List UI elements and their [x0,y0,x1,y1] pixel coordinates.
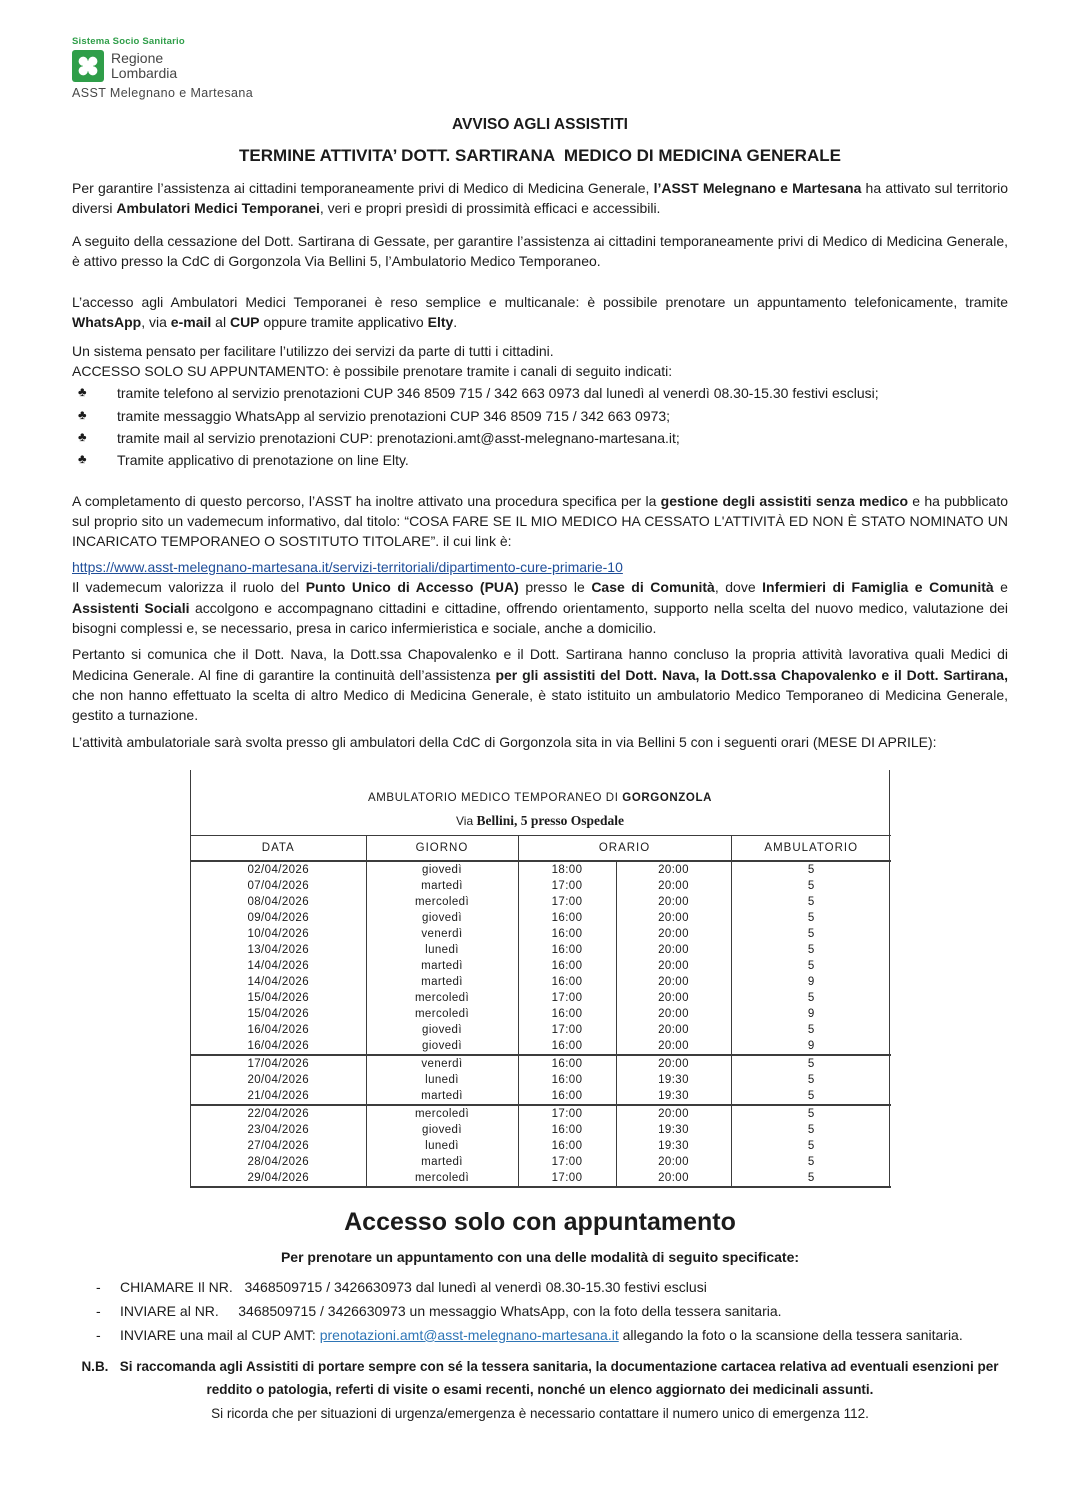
booking-channels-list [72,383,1008,470]
table-row: 27/04/2026 lunedì 16:00 19:30 5 [191,1138,891,1154]
paragraph-sistema: Un sistema pensato per facilitare l’utilizzo dei servizi da parte di tutti i cittadini. [72,342,554,359]
table-row: 17/04/2026 venerdì 16:00 20:00 5 [191,1055,891,1072]
table-row: 13/04/2026 lunedì 16:00 20:00 5 [191,942,891,958]
dash-bullet: - [96,1326,101,1343]
booking-instructions-list [72,1277,1008,1346]
table-row: 15/04/2026 mercoledì 17:00 20:00 5 [191,990,891,1006]
club-bullet-icon: ♣ [78,406,87,422]
table-row: 22/04/2026 mercoledì 17:00 20:00 5 [191,1105,891,1122]
emergency-note: Si ricorda che per situazioni di urgenza/emergenza è necessario contattare il numero unico di emergenza 112. [211,1405,869,1421]
list-item-label: CHIAMARE Il NR. 3468509715 / 3426630973 dal lunedì al venerdì 08.30-15.30 festivi esclusi [120,1279,707,1296]
column-header-ambulatorio: AMBULATORIO [731,835,891,861]
table-row: 16/04/2026 giovedì 16:00 20:00 9 [191,1038,891,1055]
column-header-data: DATA [261,842,295,855]
table-row: 08/04/2026 mercoledì 17:00 20:00 5 [191,894,891,910]
table-row: 09/04/2026 giovedì 16:00 20:00 5 [191,910,891,926]
paragraph-pua: Il vademecum valorizza il ruolo del Punto Unico di Accesso (PUA) presso le Case di Comunità, dove Infermieri di Famiglia e Comunità e Assistenti Sociali accolgono e accompagnano cittadini e cittadine, offrendo orientamento, supporto nella scelta del nuovo medico, valutazione dei bisogni complessi e, se necessario, presa in carico infermieristica e sociale, anche a domicilio. [72,579,1009,637]
list-item-mail [72,428,1008,448]
table-row: 07/04/2026 martedì 17:00 20:00 5 [191,878,891,894]
column-header-orario: ORARIO [518,835,731,861]
list-item-label: tramite mail al servizio prenotazioni CUP: prenotazioni.amt@asst-melegnano-martesana.it; [117,429,680,446]
list-item-label: tramite messaggio WhatsApp al servizio prenotazioni CUP 346 8509 715 / 342 663 0973; [117,407,671,424]
table-row: 14/04/2026 martedì 16:00 20:00 5 [191,958,891,974]
paragraph-intro: Per garantire l’assistenza ai cittadini temporaneamente privi di Medico di Medicina Generale, l’ASST Melegnano e Martesana ha attivato sul territorio diversi Ambulatori Medici Temporanei, veri e propri presìdi di prossimità efficaci e accessibili. [72,180,1008,217]
table-row: 02/04/2026 giovedì 18:00 20:00 5 [191,861,891,878]
list-item-label: tramite telefono al servizio prenotazioni CUP 346 8509 715 / 342 663 0973 dal lunedì al venerdì 08.30-15.30 festivi esclusi; [117,385,879,402]
club-bullet-icon: ♣ [78,451,87,467]
list-item-phone [72,383,1008,403]
logo-org-name: ASST Melegnano e Martesana [72,86,254,100]
list-item-whatsapp [72,406,1008,426]
club-bullet-icon: ♣ [78,428,87,444]
email-link[interactable]: prenotazioni.amt@asst-melegnano-martesana.it [319,1326,619,1343]
table-row: 20/04/2026 lunedì 16:00 19:30 5 [191,1072,891,1088]
list-item-label: Tramite applicativo di prenotazione on line Elty. [117,452,409,469]
paragraph-orari-intro: L’attività ambulatoriale sarà svolta presso gli ambulatori della CdC di Gorgonzola sita in via Bellini 5 con i seguenti orari (MESE DI APRILE): [72,733,937,750]
list-item-send-mail [72,1325,1008,1347]
notice-title: AVVISO AGLI ASSISTITI [452,116,628,133]
column-header-giorno: GIORNO [366,835,518,861]
paragraph-medici-cessati: Pertanto si comunica che il Dott. Nava, la Dott.ssa Chapovalenko e il Dott. Sartirana hanno concluso la propria attività lavorativa quali Medici di Medicina Generale. Al fine di garantire la continuità dell’assistenza per gli assistiti del Dott. Nava, la Dott.ssa Chapovalenko e il Dott. Sartirana, che non hanno effettuato la scelta di altro Medico di Medicina Generale, è stato istituito un ambulatorio Medico Temporaneo di Medicina Generale, gestito a turnazione. [72,646,1008,724]
table-row: 10/04/2026 venerdì 16:00 20:00 5 [191,926,891,942]
table-row: 29/04/2026 mercoledì 17:00 20:00 5 [191,1170,891,1187]
dash-bullet: - [96,1303,101,1320]
nb-bold-note: N.B. Si raccomanda agli Assistiti di portare sempre con sé la tessera sanitaria, la documentazione cartacea relativa ad eventuali esenzioni per reddito o patologia, referti di visite o esami recenti, nonché un elenco aggiornato dei medicinali assunti. [81,1359,1003,1397]
list-item-send-whatsapp [72,1301,1008,1323]
logo-block [72,36,1008,100]
table-row: 14/04/2026 martedì 16:00 20:00 9 [191,974,891,990]
table-caption-line2: Via Bellini, 5 presso Ospedale [456,812,624,828]
list-item-call [72,1277,1008,1299]
paragraph-cessazione: A seguito della cessazione del Dott. Sartirana di Gessate, per garantire l’assistenza ai cittadini temporaneamente privi di Medico di Medicina Generale, è attivo presso la CdC di Gorgonzola Via Bellini 5, l’Ambulatorio Medico Temporaneo. [72,232,1008,269]
logo-sistema-label: Sistema Socio Sanitario [72,36,185,47]
table-row: 28/04/2026 martedì 17:00 20:00 5 [191,1154,891,1170]
logo-region-name: Regione Lombardia [111,49,178,81]
table-row: 16/04/2026 giovedì 17:00 20:00 5 [191,1022,891,1038]
table-row: 21/04/2026 martedì 16:00 19:30 5 [191,1088,891,1105]
vademecum-link[interactable]: https://www.asst-melegnano-martesana.it/servizi-territoriali/dipartimento-cure-primarie-10 [72,559,623,576]
access-heading: Accesso solo con appuntamento [344,1208,736,1237]
paragraph-accesso-appuntamento: ACCESSO SOLO SU APPUNTAMENTO: è possibile prenotare tramite i canali di seguito indicati: [72,363,673,380]
list-item-elty [72,450,1008,470]
table-header-row [191,835,891,861]
table-caption [191,770,889,835]
club-bullet-icon: ♣ [78,384,87,400]
schedule-table-grid [191,835,891,1189]
schedule-table [190,770,890,1189]
dash-bullet: - [96,1279,101,1296]
table-row: 23/04/2026 giovedì 16:00 19:30 5 [191,1122,891,1138]
list-item-label: INVIARE una mail al CUP AMT: prenotazioni.amt@asst-melegnano-martesana.it allegando la foto o la scansione della tessera sanitaria. [120,1326,963,1343]
paragraph-vademecum: A completamento di questo percorso, l’ASST ha inoltre attivato una procedura specifica per la gestione degli assistiti senza medico e ha pubblicato sul proprio sito un vademecum informativo, dal titolo: “COSA FARE SE IL MIO MEDICO HA CESSATO L'ATTIVITÀ ED NON È STATO NOMINATO UN INCARICATO TEMPORANEO O SOSTITUTO TITOLARE”. il cui link è: [72,492,1008,550]
subject-title: TERMINE ATTIVITA’ DOTT. SARTIRANA MEDICO DI MEDICINA GENERALE [239,146,841,165]
vademecum-link-line [72,559,1008,575]
table-caption-line1: AMBULATORIO MEDICO TEMPORANEO DI GORGONZOLA [367,791,712,804]
rosa-camuna-icon [72,50,104,82]
access-subheading: Per prenotare un appuntamento con una delle modalità di seguito specificate: [280,1249,800,1266]
list-item-label: INVIARE al NR. 3468509715 / 3426630973 un messaggio WhatsApp, con la foto della tessera sanitaria. [120,1303,782,1320]
paragraph-accesso-multicanale: L’accesso agli Ambulatori Medici Temporanei è reso semplice e multicanale: è possibile prenotare un appuntamento telefonicamente, tramite WhatsApp, via e-mail al CUP oppure tramite applicativo Elty. [72,294,1008,331]
table-row: 15/04/2026 mercoledì 16:00 20:00 9 [191,1006,891,1022]
